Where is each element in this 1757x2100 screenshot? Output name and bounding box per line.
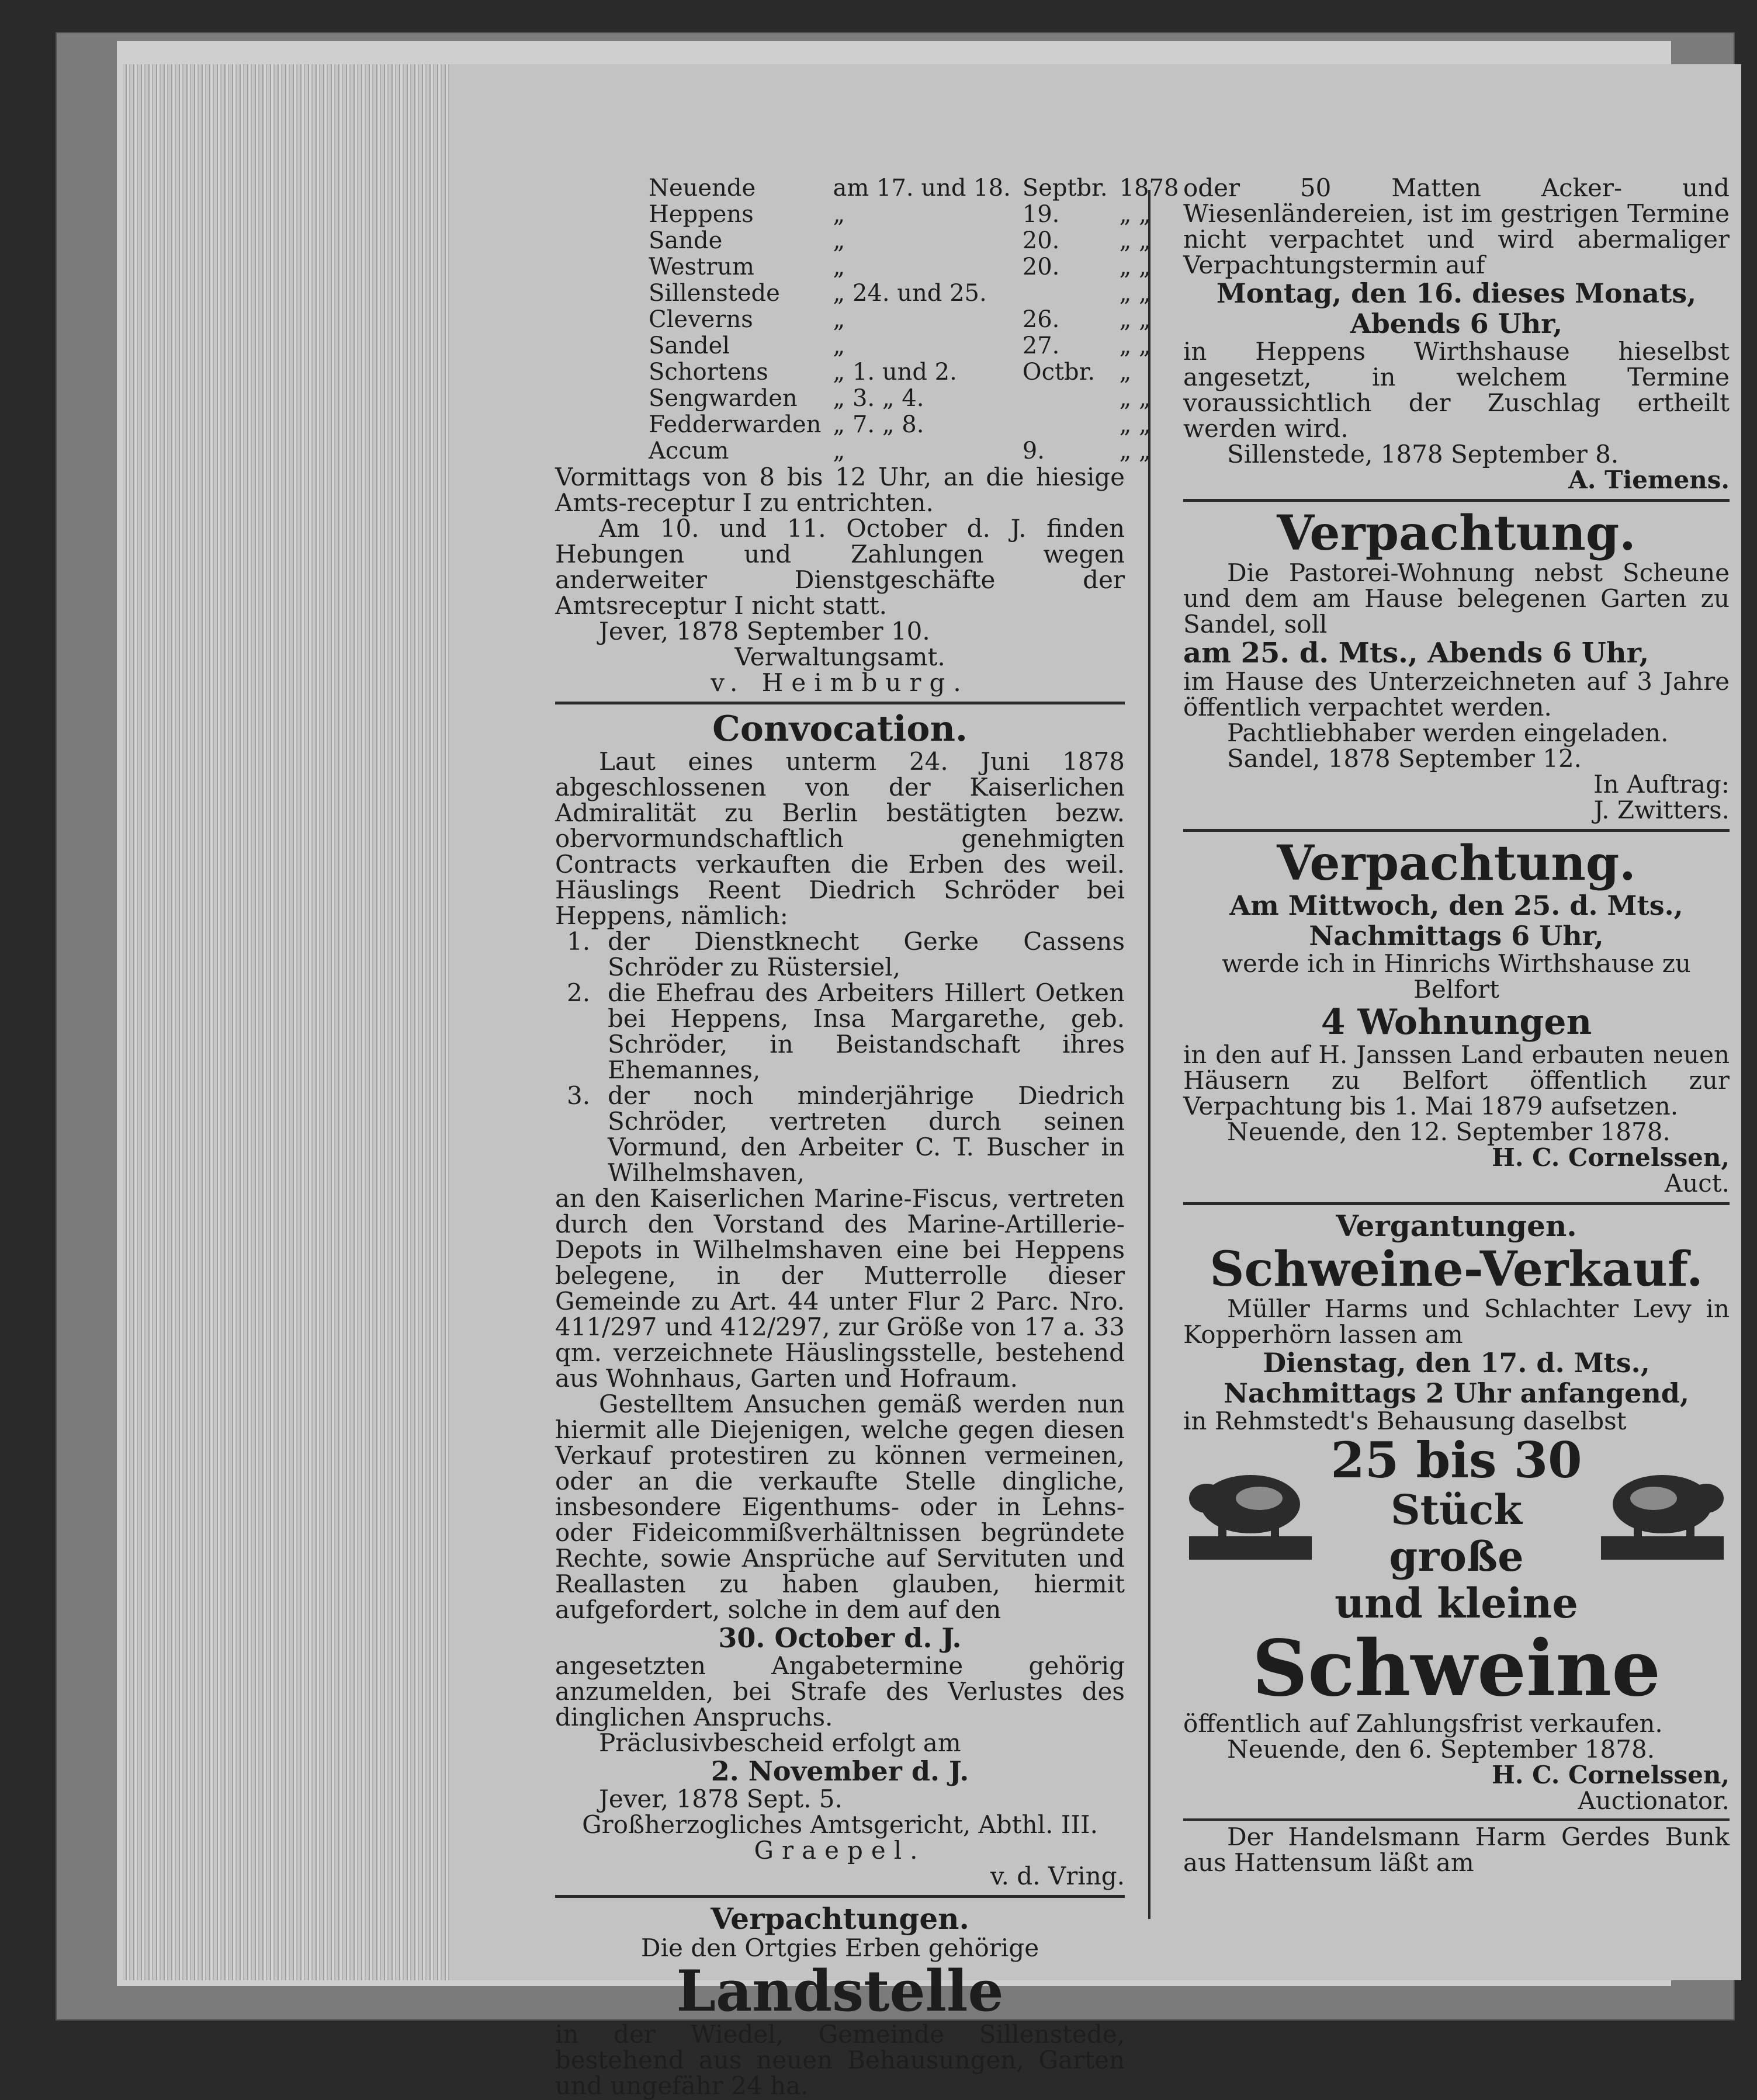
schedule-place: Fedderwarden — [649, 411, 822, 438]
ad2-signature: J. Zwitters. — [1593, 796, 1730, 824]
schedule-col2 — [1017, 280, 1114, 307]
amt-signature: v. Heimburg. — [711, 668, 969, 697]
convocation-body-4: Präclusivbescheid erfolgt am — [599, 1728, 961, 1757]
schedule-col3: 1878 — [1119, 175, 1179, 202]
schedule-row — [643, 254, 1184, 280]
schedule-col1: „ — [833, 227, 845, 254]
schedule-place: Sengwarden — [649, 385, 798, 412]
divider — [555, 702, 1125, 704]
schedule-col2: 27. — [1022, 332, 1060, 359]
schedule-col2: 19. — [1022, 201, 1060, 228]
schedule-place: Sandel — [649, 332, 730, 359]
convocation-body-1: an den Kaiserlichen Marine-Fiscus, vertreten durch den Vorstand des Marine-Artillerie-Depots in Wilhelmshaven eine bei Heppens belegene, in der Mutterrolle dieser Gemeinde zu Art. 44 unter Flur 2 Parc. Nro. 411/297 und 412/297, zur Größe von 17 a. 33 qm. verzeichnete Häuslingsstelle, bestehend aus Wohnhaus, Garten und Hofraum. — [555, 1184, 1125, 1393]
convocation-intro: Laut eines unterm 24. Juni 1878 abgeschlossenen von der Kaiserlichen Admiralität zu Berlin bestätigten bezw. obervormundschaftlich genehmigten Contracts verkauften die Erben des weil. Häuslings Reent Diedrich Schröder bei Heppens, nämlich: — [555, 747, 1125, 930]
amt-text-2: Am 10. und 11. October d. J. finden Hebungen und Zahlungen wegen anderweiter Dienstgeschäfte der Amtsreceptur I nicht statt. — [555, 514, 1125, 620]
ad4-signature: H. C. Cornelssen, — [1492, 1761, 1730, 1789]
ad1-date: Montag, den 16. dieses Monats, — [1216, 277, 1697, 309]
schedule-col2: 20. — [1022, 254, 1060, 280]
schedule-row — [643, 438, 1184, 464]
schedule-row — [643, 280, 1184, 307]
schedule-col3: „ „ — [1119, 332, 1151, 359]
schedule-row — [643, 412, 1184, 438]
ad4-time: Nachmittags 2 Uhr anfangend, — [1223, 1377, 1689, 1409]
schedule-col1: „ — [833, 438, 845, 464]
pig-illustration-row — [1183, 1431, 1730, 1581]
schedule-col1: „ — [833, 254, 845, 280]
verpachtungen-title: Verpachtungen. — [711, 1901, 969, 1936]
schedule-col1: am 17. und 18. — [833, 175, 1011, 202]
ad1-place-date: Sillenstede, 1878 September 8. — [1227, 440, 1619, 468]
pig-icon — [1595, 1443, 1730, 1571]
ad4-title-2: Schweine-Verkauf. — [1210, 1241, 1703, 1297]
schedule-col2: Octbr. — [1022, 359, 1096, 386]
ad3-place-date: Neuende, den 12. September 1878. — [1227, 1117, 1671, 1146]
list-item: 3. der noch minderjährige Diedrich Schröder, vertreten durch seinen Vormund, den Arbeiter C. T. Buscher in Wilhelmshaven, — [567, 1081, 1125, 1187]
ad4-quantity-2: Stück große — [1389, 1485, 1524, 1581]
ad2-place-date: Sandel, 1878 September 12. — [1227, 744, 1582, 773]
schedule-place: Accum — [649, 438, 729, 464]
verpachtungen-line: Die den Ortgies Erben gehörige — [640, 1934, 1039, 1962]
verpachtungen-text: in der Wiedel, Gemeinde Sillenstede, bestehend aus neuen Behausungen, Garten und ungefähr 24 ha. — [555, 2020, 1125, 2100]
ad5-text: Der Handelsmann Harm Gerdes Bunk aus Hattensum läßt am — [1183, 1823, 1730, 1877]
schedule-row — [643, 307, 1184, 333]
ad4-date: Dienstag, den 17. d. Mts., — [1263, 1347, 1650, 1379]
convocation-date-2: 2. November d. J. — [711, 1755, 969, 1787]
schedule-row — [643, 386, 1184, 412]
ad1-signature: A. Tiemens. — [1568, 466, 1730, 494]
schedule-place: Sillenstede — [649, 280, 780, 307]
amt-office: Verwaltungsamt. — [734, 643, 945, 671]
schedule-row — [643, 359, 1184, 386]
ad2-text-3: Pachtliebhaber werden eingeladen. — [1227, 718, 1669, 747]
divider — [1183, 829, 1730, 832]
divider — [1183, 1818, 1730, 1821]
schedule-col3: „ „ — [1119, 254, 1151, 280]
convocation-body-3: angesetzten Angabetermine gehörig anzumelden, bei Strafe des Verlustes des dinglichen Anspruchs. — [555, 1651, 1125, 1731]
ad4-role: Auctionator. — [1578, 1786, 1730, 1815]
divider — [555, 1895, 1125, 1898]
schedule-col3: „ „ — [1119, 201, 1151, 228]
ad4-quantity-3: und kleine — [1335, 1579, 1578, 1627]
pig-icon — [1183, 1443, 1318, 1571]
schedule-col3: „ „ — [1119, 227, 1151, 254]
ad1-text-2: in Heppens Wirthshause hieselbst angesetzt, in welchem Termine voraussichtlich der Zuschlag ertheilt werden wird. — [1183, 337, 1730, 443]
list-item: 2. die Ehefrau des Arbeiters Hillert Oetken bei Heppens, Insa Margarethe, geb. Schröder, in Beistandschaft ihres Ehemannes, — [567, 978, 1125, 1084]
schedule-place: Cleverns — [649, 306, 753, 333]
schedule-place: Sande — [649, 227, 723, 254]
court-signature-2: v. d. Vring. — [990, 1862, 1125, 1890]
ad4-text: Müller Harms und Schlachter Levy in Kopperhörn lassen am — [1183, 1294, 1730, 1349]
schedule-col2 — [1017, 412, 1114, 438]
ad3-date: Am Mittwoch, den 25. d. Mts., — [1229, 890, 1683, 921]
right-column — [1183, 175, 1730, 1876]
schedule-col3: „ „ — [1119, 411, 1151, 438]
ad3-signature: H. C. Cornelssen, — [1492, 1143, 1730, 1172]
schedule-row — [643, 175, 1184, 202]
ad4-place-date: Neuende, den 6. September 1878. — [1227, 1735, 1655, 1764]
ad3-title: Verpachtung. — [1277, 835, 1636, 891]
ad3-time: Nachmittags 6 Uhr, — [1309, 920, 1604, 952]
schedule-row — [643, 202, 1184, 228]
schedule-col1: „ — [833, 201, 845, 228]
convocation-title: Convocation. — [712, 709, 968, 749]
landstelle-heading: Landstelle — [676, 1958, 1004, 2024]
ad4-big: Schweine — [1252, 1623, 1661, 1714]
ad4-title: Vergantungen. — [1336, 1209, 1577, 1243]
list-item: 1. der Dienstknecht Gerke Cassens Schröder zu Rüstersiel, — [567, 927, 1125, 981]
schedule-col3: „ — [1119, 359, 1132, 386]
schedule-col1: „ — [833, 306, 845, 333]
ad1-time: Abends 6 Uhr, — [1350, 308, 1563, 339]
amt-place-date: Jever, 1878 September 10. — [599, 617, 930, 645]
amt-text-1: Vormittags von 8 bis 12 Uhr, an die hiesige Amts-receptur I zu entrichten. — [555, 463, 1125, 517]
ad4-text-2: in Rehmstedt's Behausung daselbst — [1183, 1407, 1627, 1435]
ad4-quantity: 25 bis 30 — [1330, 1431, 1582, 1489]
ad2-text-2: im Hause des Unterzeichneten auf 3 Jahre öffentlich verpachtet werden. — [1183, 667, 1730, 721]
divider — [1183, 499, 1730, 502]
ad2-auftrag: In Auftrag: — [1593, 770, 1730, 799]
heirs-list — [567, 929, 1125, 1186]
schedule-col2 — [1017, 386, 1114, 412]
convocation-date-1: 30. October d. J. — [718, 1622, 962, 1654]
schedule-table — [643, 175, 1184, 464]
schedule-col3: „ „ — [1119, 280, 1151, 307]
left-column — [555, 175, 1179, 2100]
schedule-col2: 20. — [1022, 227, 1060, 254]
schedule-col3: „ „ — [1119, 306, 1151, 333]
schedule-col2: 26. — [1022, 306, 1060, 333]
schedule-col2: 9. — [1022, 438, 1045, 464]
convocation-body-2: Gestelltem Ansuchen gemäß werden nun hiermit alle Diejenigen, welche gegen diesen Verkauf protestiren zu können vermeinen, oder an die verkaufte Stelle dingliche, insbesondere Eigenthums- oder in Lehns- oder Fideicommißverhältnissen begründete Rechte, sowie Ansprüche auf Servituten und Reallasten zu haben glauben, hiermit aufgefordert, solche in dem auf den — [555, 1390, 1125, 1624]
schedule-col1: „ 1. und 2. — [833, 359, 957, 386]
convocation-place-date: Jever, 1878 Sept. 5. — [599, 1785, 843, 1813]
schedule-col2: Septbr. — [1022, 175, 1108, 202]
ad4-text-3: öffentlich auf Zahlungsfrist verkaufen. — [1183, 1709, 1663, 1738]
schedule-col1: „ 7. „ 8. — [833, 411, 924, 438]
ad2-text: Die Pastorei-Wohnung nebst Scheune und dem am Hause belegenen Garten zu Sandel, soll — [1183, 558, 1730, 638]
ad3-big: 4 Wohnungen — [1321, 1002, 1592, 1043]
page-edges — [123, 64, 450, 1980]
schedule-col3: „ „ — [1119, 438, 1151, 464]
schedule-row — [643, 228, 1184, 254]
divider — [1183, 1202, 1730, 1205]
ad3-role: Auct. — [1664, 1169, 1730, 1197]
schedule-col3: „ „ — [1119, 385, 1151, 412]
ad1-text: oder 50 Matten Acker- und Wiesenländereien, ist im gestrigen Termine nicht verpachtet und wird abermaliger Verpachtungstermin auf — [1183, 173, 1730, 279]
ad2-title: Verpachtung. — [1277, 505, 1636, 561]
schedule-row — [643, 333, 1184, 359]
ad3-text-2: in den auf H. Janssen Land erbauten neuen Häusern zu Belfort öffentlich zur Verpachtung bis 1. Mai 1879 aufsetzen. — [1183, 1040, 1730, 1120]
ad2-date: am 25. d. Mts., Abends 6 Uhr, — [1183, 637, 1649, 669]
schedule-place: Schortens — [649, 359, 768, 386]
schedule-place: Westrum — [649, 254, 754, 280]
schedule-col1: „ 3. „ 4. — [833, 385, 924, 412]
schedule-place: Heppens — [649, 201, 754, 228]
schedule-place: Neuende — [649, 175, 756, 202]
schedule-col1: „ — [833, 332, 845, 359]
court-name: Großherzogliches Amtsgericht, Abthl. III. — [582, 1810, 1098, 1839]
court-signature-1: Graepel. — [754, 1836, 926, 1865]
ad3-text: werde ich in Hinrichs Wirthshause zu Belfort — [1222, 949, 1691, 1004]
schedule-col1: „ 24. und 25. — [833, 280, 987, 307]
